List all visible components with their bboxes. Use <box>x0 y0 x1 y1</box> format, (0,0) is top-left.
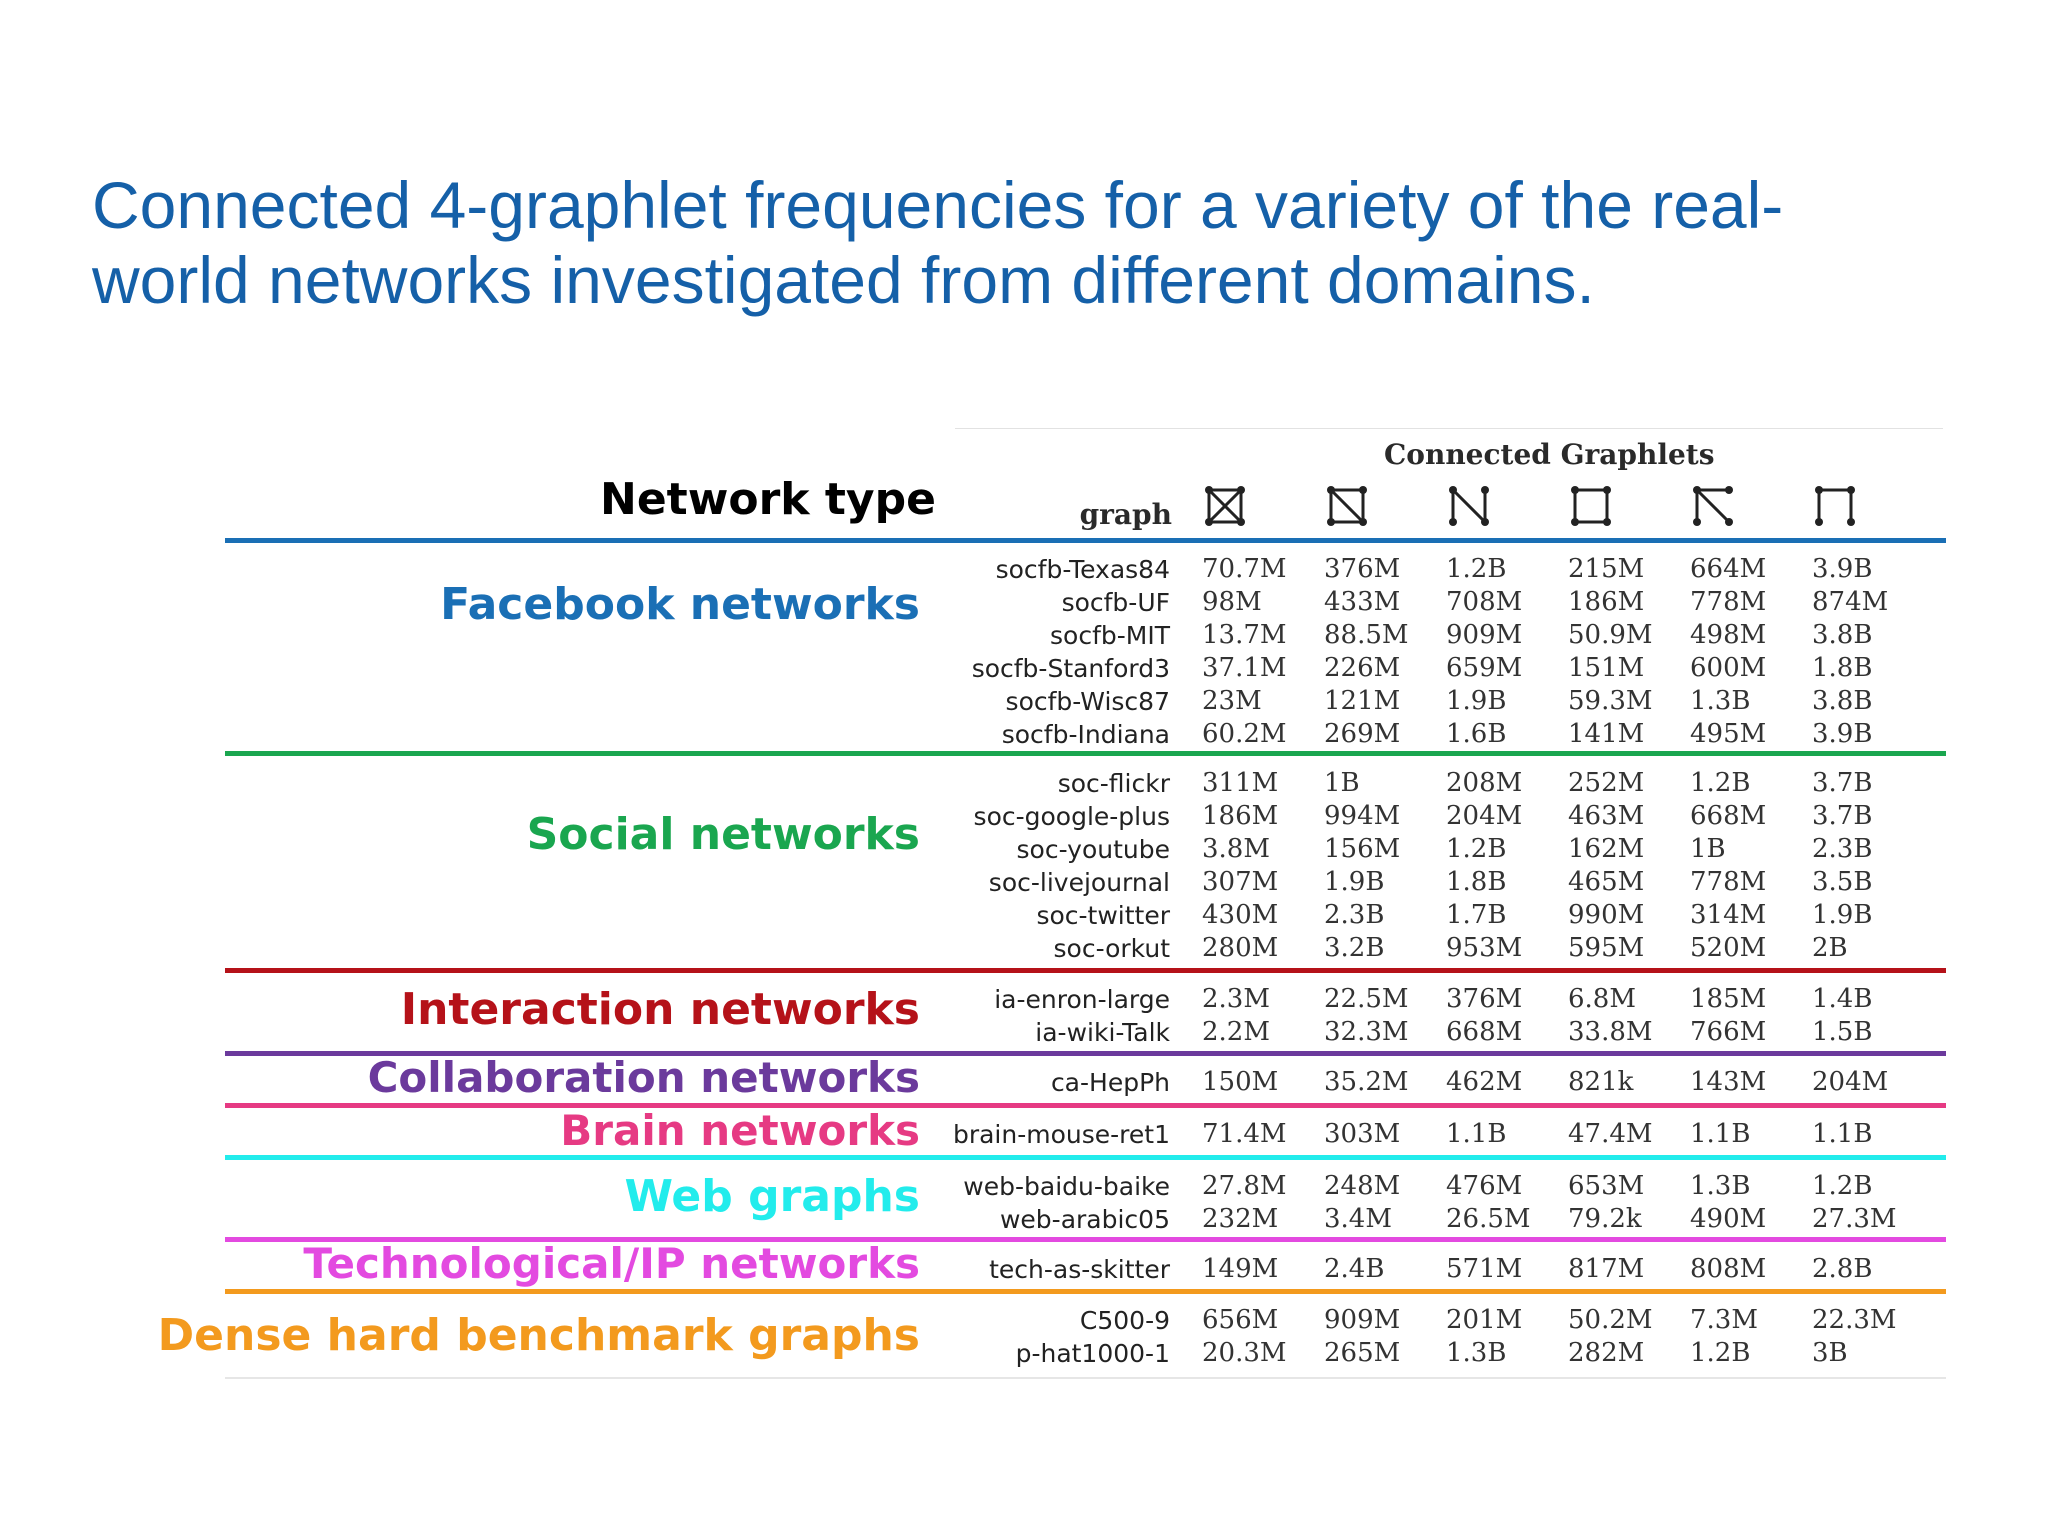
graphlet-count-cell: 3.8B <box>1812 686 1873 716</box>
graphlet-count-cell: 303M <box>1324 1119 1401 1149</box>
network-type-heading: Network type <box>600 474 936 525</box>
graphlet-count-cell: 465M <box>1568 867 1645 897</box>
connected-graphlets-heading: Connected Graphlets <box>1384 438 1715 471</box>
graphlet-count-cell: 1.9B <box>1446 686 1507 716</box>
row-network-name: soc-google-plus <box>973 802 1170 831</box>
graphlet-count-cell: 50.2M <box>1568 1305 1653 1335</box>
row-network-name: web-baidu-baike <box>963 1172 1170 1201</box>
row-network-name: soc-youtube <box>1016 835 1170 864</box>
graphlet-count-cell: 70.7M <box>1202 554 1287 584</box>
group-rule-web <box>225 1155 1946 1160</box>
graphlet-count-cell: 3.7B <box>1812 768 1873 798</box>
row-network-name: socfb-Texas84 <box>995 555 1170 584</box>
table-top-rule <box>955 428 1943 429</box>
group-label: Web graphs <box>624 1171 920 1222</box>
graphlet-count-cell: 121M <box>1324 686 1401 716</box>
graphlet-count-cell: 248M <box>1324 1171 1401 1201</box>
graphlet-count-cell: 1.5B <box>1812 1017 1873 1047</box>
table-bottom-rule <box>225 1377 1946 1379</box>
tailed-triangle-icon <box>1447 484 1491 528</box>
row-network-name: soc-twitter <box>1036 901 1170 930</box>
graphlet-count-cell: 2.2M <box>1202 1017 1270 1047</box>
graphlet-count-cell: 2.8B <box>1812 1254 1873 1284</box>
graphlet-count-cell: 232M <box>1202 1204 1279 1234</box>
graphlet-count-cell: 708M <box>1446 587 1523 617</box>
graphlet-count-cell: 664M <box>1690 554 1767 584</box>
row-network-name: socfb-UF <box>1061 588 1170 617</box>
group-label: Technological/IP networks <box>303 1239 920 1288</box>
graphlet-count-cell: 215M <box>1568 554 1645 584</box>
row-network-name: C500-9 <box>1079 1306 1170 1335</box>
graphlet-count-cell: 185M <box>1690 984 1767 1014</box>
graphlet-count-cell: 282M <box>1568 1338 1645 1368</box>
graphlet-count-cell: 1.9B <box>1324 867 1385 897</box>
graphlet-count-cell: 462M <box>1446 1067 1523 1097</box>
graphlet-count-cell: 27.8M <box>1202 1171 1287 1201</box>
graphlet-count-cell: 808M <box>1690 1254 1767 1284</box>
graphlet-count-cell: 98M <box>1202 587 1262 617</box>
graphlet-count-cell: 307M <box>1202 867 1279 897</box>
graphlet-count-cell: 3.9B <box>1812 719 1873 749</box>
graphlet-count-cell: 668M <box>1446 1017 1523 1047</box>
graphlet-count-cell: 1.4B <box>1812 984 1873 1014</box>
graphlet-count-cell: 3.2B <box>1324 933 1385 963</box>
graphlet-count-cell: 520M <box>1690 933 1767 963</box>
slide-title-line-2: world networks investigated from different domains. <box>92 243 1595 317</box>
row-network-name: socfb-Indiana <box>1001 720 1170 749</box>
graphlet-count-cell: 47.4M <box>1568 1119 1653 1149</box>
group-rule-brain <box>225 1103 1946 1108</box>
graphlet-count-cell: 37.1M <box>1202 653 1287 683</box>
slide-title-line-1: Connected 4-graphlet frequencies for a variety of the real- <box>92 168 1784 242</box>
graphlet-count-cell: 1.1B <box>1812 1119 1873 1149</box>
graphlet-count-cell: 26.5M <box>1446 1204 1531 1234</box>
graphlet-count-cell: 1B <box>1690 834 1726 864</box>
graphlet-count-cell: 498M <box>1690 620 1767 650</box>
group-label: Social networks <box>526 809 920 860</box>
graphlet-count-cell: 909M <box>1324 1305 1401 1335</box>
graphlet-count-cell: 252M <box>1568 768 1645 798</box>
graphlet-count-cell: 204M <box>1812 1067 1889 1097</box>
graphlet-count-cell: 1.3B <box>1690 1171 1751 1201</box>
graphlet-count-cell: 990M <box>1568 900 1645 930</box>
graphlet-count-cell: 33.8M <box>1568 1017 1653 1047</box>
slide-title <box>92 168 1972 318</box>
graphlet-count-cell: 35.2M <box>1324 1067 1409 1097</box>
graphlet-count-cell: 3.4M <box>1324 1204 1392 1234</box>
graphlet-count-cell: 1.1B <box>1690 1119 1751 1149</box>
graphlet-count-cell: 314M <box>1690 900 1767 930</box>
4-path-icon <box>1813 484 1857 528</box>
graphlet-count-cell: 20.3M <box>1202 1338 1287 1368</box>
graphlet-count-cell: 953M <box>1446 933 1523 963</box>
graphlet-count-cell: 156M <box>1324 834 1401 864</box>
graphlet-count-cell: 149M <box>1202 1254 1279 1284</box>
group-label: Facebook networks <box>440 579 920 630</box>
3-star-icon <box>1691 484 1735 528</box>
group-rule-interaction <box>225 968 1946 973</box>
group-label: Dense hard benchmark graphs <box>157 1310 920 1361</box>
row-network-name: soc-flickr <box>1057 769 1170 798</box>
graphlet-count-cell: 150M <box>1202 1067 1279 1097</box>
row-network-name: ca-HepPh <box>1050 1068 1170 1097</box>
graphlet-count-cell: 1.6B <box>1446 719 1507 749</box>
graphlet-count-cell: 269M <box>1324 719 1401 749</box>
graphlet-count-cell: 3.5B <box>1812 867 1873 897</box>
graphlet-count-cell: 821k <box>1568 1067 1634 1097</box>
group-label: Collaboration networks <box>367 1053 920 1102</box>
graphlet-count-cell: 766M <box>1690 1017 1767 1047</box>
graphlet-count-cell: 204M <box>1446 801 1523 831</box>
graphlet-count-cell: 311M <box>1202 768 1279 798</box>
graphlet-count-cell: 3.8M <box>1202 834 1270 864</box>
graphlet-count-cell: 151M <box>1568 653 1645 683</box>
graphlet-count-cell: 265M <box>1324 1338 1401 1368</box>
graphlet-count-cell: 874M <box>1812 587 1889 617</box>
graphlet-count-cell: 994M <box>1324 801 1401 831</box>
graphlet-count-cell: 201M <box>1446 1305 1523 1335</box>
graphlet-count-cell: 3B <box>1812 1338 1848 1368</box>
graphlet-count-cell: 659M <box>1446 653 1523 683</box>
graphlet-count-cell: 2.3M <box>1202 984 1270 1014</box>
graphlet-count-cell: 88.5M <box>1324 620 1409 650</box>
graphlet-count-cell: 2.3B <box>1812 834 1873 864</box>
row-network-name: socfb-MIT <box>1050 621 1170 650</box>
graphlet-count-cell: 6.8M <box>1568 984 1636 1014</box>
graphlet-count-cell: 32.3M <box>1324 1017 1409 1047</box>
4-clique-icon <box>1203 484 1247 528</box>
graphlet-count-cell: 22.3M <box>1812 1305 1897 1335</box>
row-network-name: ia-wiki-Talk <box>1035 1018 1170 1047</box>
row-network-name: socfb-Wisc87 <box>1005 687 1170 716</box>
graphlet-count-cell: 463M <box>1568 801 1645 831</box>
group-rule-facebook <box>225 538 1946 543</box>
graphlet-count-cell: 495M <box>1690 719 1767 749</box>
graphlet-count-cell: 1.2B <box>1690 768 1751 798</box>
graphlet-count-cell: 226M <box>1324 653 1401 683</box>
graphlet-count-cell: 778M <box>1690 587 1767 617</box>
graphlet-count-cell: 186M <box>1568 587 1645 617</box>
graphlet-count-cell: 668M <box>1690 801 1767 831</box>
graphlet-count-cell: 571M <box>1446 1254 1523 1284</box>
group-rule-social <box>225 751 1946 756</box>
graphlet-count-cell: 1.7B <box>1446 900 1507 930</box>
graphlet-count-cell: 1.9B <box>1812 900 1873 930</box>
graphlet-count-cell: 376M <box>1324 554 1401 584</box>
graphlet-count-cell: 376M <box>1446 984 1523 1014</box>
graphlet-count-cell: 490M <box>1690 1204 1767 1234</box>
graphlet-count-cell: 208M <box>1446 768 1523 798</box>
graphlet-count-cell: 1.3B <box>1446 1338 1507 1368</box>
graphlet-count-cell: 50.9M <box>1568 620 1653 650</box>
graphlet-count-cell: 1.2B <box>1690 1338 1751 1368</box>
graphlet-count-cell: 13.7M <box>1202 620 1287 650</box>
graphlet-count-cell: 909M <box>1446 620 1523 650</box>
graphlet-count-cell: 59.3M <box>1568 686 1653 716</box>
graphlet-count-cell: 2.4B <box>1324 1254 1385 1284</box>
graphlet-count-cell: 817M <box>1568 1254 1645 1284</box>
row-network-name: ia-enron-large <box>994 985 1170 1014</box>
graphlet-count-cell: 430M <box>1202 900 1279 930</box>
graphlet-count-cell: 595M <box>1568 933 1645 963</box>
group-label: Brain networks <box>560 1106 920 1155</box>
graphlet-count-cell: 1B <box>1324 768 1360 798</box>
row-network-name: soc-livejournal <box>988 868 1170 897</box>
graphlet-count-cell: 280M <box>1202 933 1279 963</box>
graphlet-count-cell: 1.2B <box>1446 834 1507 864</box>
graphlet-count-cell: 2B <box>1812 933 1848 963</box>
graphlet-count-cell: 3.7B <box>1812 801 1873 831</box>
graphlet-count-cell: 600M <box>1690 653 1767 683</box>
row-network-name: brain-mouse-ret1 <box>952 1120 1170 1149</box>
graphlet-count-cell: 27.3M <box>1812 1204 1897 1234</box>
graphlet-count-cell: 656M <box>1202 1305 1279 1335</box>
4-cycle-icon <box>1569 484 1613 528</box>
graphlet-count-cell: 2.3B <box>1324 900 1385 930</box>
graphlet-count-cell: 23M <box>1202 686 1262 716</box>
graphlet-count-cell: 162M <box>1568 834 1645 864</box>
graphlet-count-cell: 778M <box>1690 867 1767 897</box>
graphlet-count-cell: 3.8B <box>1812 620 1873 650</box>
graphlet-count-cell: 7.3M <box>1690 1305 1758 1335</box>
row-network-name: p-hat1000-1 <box>1015 1339 1170 1368</box>
graphlet-count-cell: 1.1B <box>1446 1119 1507 1149</box>
row-network-name: socfb-Stanford3 <box>971 654 1170 683</box>
graphlet-count-cell: 1.3B <box>1690 686 1751 716</box>
row-network-name: tech-as-skitter <box>989 1255 1170 1284</box>
graphlet-count-cell: 186M <box>1202 801 1279 831</box>
graphlet-count-cell: 1.8B <box>1446 867 1507 897</box>
graphlet-count-cell: 71.4M <box>1202 1119 1287 1149</box>
graphlet-count-cell: 653M <box>1568 1171 1645 1201</box>
graphlet-count-cell: 141M <box>1568 719 1645 749</box>
row-network-name: web-arabic05 <box>999 1205 1170 1234</box>
row-network-name: soc-orkut <box>1053 934 1170 963</box>
graphlet-count-cell: 3.9B <box>1812 554 1873 584</box>
graphlet-count-cell: 143M <box>1690 1067 1767 1097</box>
group-label: Interaction networks <box>400 984 920 1035</box>
graph-column-heading: graph <box>1079 498 1172 531</box>
graphlet-count-cell: 60.2M <box>1202 719 1287 749</box>
graphlet-count-cell: 1.2B <box>1446 554 1507 584</box>
graphlet-count-cell: 79.2k <box>1568 1204 1642 1234</box>
graphlet-count-cell: 1.2B <box>1812 1171 1873 1201</box>
group-rule-dense <box>225 1289 1946 1294</box>
graphlet-count-cell: 433M <box>1324 587 1401 617</box>
graphlet-count-cell: 22.5M <box>1324 984 1409 1014</box>
graphlet-count-cell: 476M <box>1446 1171 1523 1201</box>
graphlet-count-cell: 1.8B <box>1812 653 1873 683</box>
chordal-cycle-icon <box>1325 484 1369 528</box>
